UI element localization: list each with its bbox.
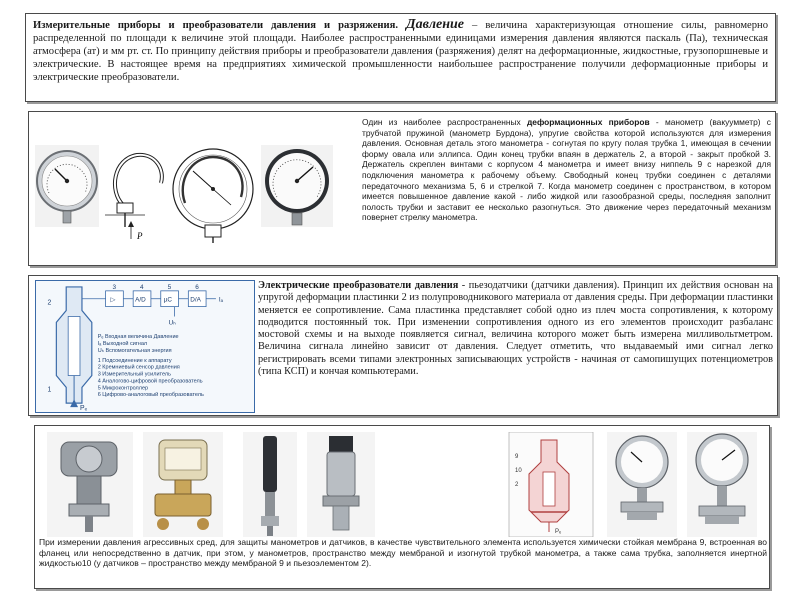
pe-label: Pₑ (79, 405, 88, 413)
manometer-body: - манометр (вакуумметр) с трубчатой пружиной (манометр Бурдона), упругие свойства которой используются для измерения давления. Основная деталь этого манометра - согнутая по кругу полая трубка 1, имеющая в сечении форму овала или эллипса. Один конец трубки впаян в держатель 2, а второй - закрыт пробкой 3. Держатель скреплен винтами с корпусом 4 манометра и имеет внизу ниппель 9 с нарезкой для подключения манометра к рабочему объему. Свободный конец трубки соединен с деталями передаточного механизма 5, 6 и стрелкой 7. Когда манометр соединен с пространством, в котором имеется повышенное давление какой - либо жидкой или газообразной среды, последняя заполнит полость трубки и заставит ее несколько разогнуться. Это движение через передаточный механизм повернет стрелку манометра. (362, 117, 771, 223)
electric-box (28, 275, 778, 416)
legend-line-3: Uₕ Вспомогательная энергия (97, 347, 172, 354)
electric-term: Электрические преобразователи давления (258, 280, 459, 291)
aux-voltage-label: Uₕ (168, 319, 176, 327)
block-num-6: 6 (195, 283, 199, 291)
block-num-3: 3 (112, 283, 117, 291)
block-text-4: A/D (135, 296, 146, 304)
intro-title: Измерительные приборы и преобразователи давления и разряжения. (33, 20, 398, 31)
block-text-3: ▷ (110, 296, 116, 304)
block-num-5: 5 (167, 283, 172, 291)
intro-body: – величина характеризующая отношение силы, равномерно распределенной по площади к величине этой площади. Наиболее распространенными единицами измерения давления являются паскаль (Па), техническая атмосфера (ат) и мм рт. ст. По принципу действия приборы и преобразователи давления (разряжения) делят на деформационные, жидкостные, грузопоршневые и электрические. В настоящее время на предприятиях химической промышленности наибольшее распространение получили деформационные приборы и электрические преобразователи. (33, 20, 768, 83)
device-photo-diaphragm-gauge-2 (687, 432, 757, 537)
legend-line-1: Pₑ Входная величина Давление (97, 334, 179, 341)
membrane-label-2: 2 (515, 482, 519, 488)
legend-line-5: 2 Кремниевый сенсор давления (97, 364, 180, 371)
legend-line-7: 4 Аналогово-цифровой преобразователь (97, 378, 203, 385)
intro-term: Давление (406, 17, 465, 32)
legend-line-9: 6 Цифрово-аналоговый преобразователь (97, 392, 204, 399)
block-text-6: D/A (190, 296, 201, 304)
signal-blocks (106, 284, 224, 326)
electric-paragraph (258, 280, 773, 378)
manometer-photo-1 (35, 145, 99, 227)
device-photo-diaphragm-gauge-1 (607, 432, 677, 537)
electric-body: - пьезодатчики (датчики давления). Принцип их действия основан на упругой деформации пластинки 2 из полупроводникового материала от давления среды. При деформации пластинки меняется ее сопротивление. Сама пластинка представляет собой одно из плеч моста сопротивления, к которому подводится постоянный ток. При изменении сопротивления одного из его элементов происходит разбаланс мостовой схемы и на выходе появляется сигнал, величина которого может быть измерена милливольтметром. Величина сигнала линейно зависит от давления. Следует отметить, что выдаваемый ими сигнал легко регистрировать всеми типами электронных записывающих устройств - начиная от самопишущих потенциометров (типа КСП) и кончая компьютерами. (258, 280, 773, 378)
device-photo-transmitter (47, 432, 133, 537)
manometer-mechanism-diagram (173, 149, 253, 243)
legend-line-2: Iₐ Выходной сигнал (97, 341, 148, 348)
legend-line-8: 5 Микроконтроллер (97, 385, 149, 392)
diagram-legend (98, 334, 204, 398)
manometer-paragraph (362, 117, 771, 223)
manometer-illustrations (35, 145, 335, 245)
manometer-box (28, 111, 776, 266)
device-photos (47, 432, 759, 537)
legend-line-4: 1 Подсоединение к аппарату (97, 357, 172, 364)
device-photo-probe (243, 432, 297, 537)
pressure-label-p: P (137, 231, 143, 241)
membrane-box (34, 425, 770, 589)
membrane-label-pe: Pₑ (555, 529, 562, 535)
membrane-label-10: 10 (515, 468, 522, 474)
membrane-paragraph: При измерении давления агрессивных сред, для защиты манометров и датчиков, в качестве чувствительного элемента используется химически стойкая мембрана 9, встроенная во фланец или непосредственно в датчик, при этом, у манометров, пространство между мембраной и изогнутой трубкой манометра, а также сама трубка, заполняется инертной жидкостью10 (у датчиков – пространство между мембраной 9 и пьезоэлементом 2). (39, 537, 767, 569)
device-photo-differential (143, 432, 223, 537)
membrane-label-9: 9 (515, 454, 519, 460)
legend-line-6: 3 Измерительный усилитель (97, 371, 171, 378)
intro-paragraph (33, 19, 768, 85)
manometer-term: деформационных приборов (526, 117, 650, 127)
bourdon-tube-diagram (105, 145, 167, 245)
device-photo-sensor (307, 432, 375, 537)
block-text-5: µC (163, 296, 173, 304)
pressure-transducer-diagram (35, 280, 255, 413)
membrane-diagram (509, 432, 593, 537)
block-num-4: 4 (140, 283, 144, 291)
manometer-photo-2 (261, 145, 333, 227)
side-number-2: 2 (47, 299, 52, 307)
intro-box (25, 13, 776, 102)
output-current-label: Iₐ (218, 296, 224, 304)
manometer-intro: Один из наиболее распространенных (362, 117, 527, 127)
side-number-1: 1 (47, 386, 52, 394)
